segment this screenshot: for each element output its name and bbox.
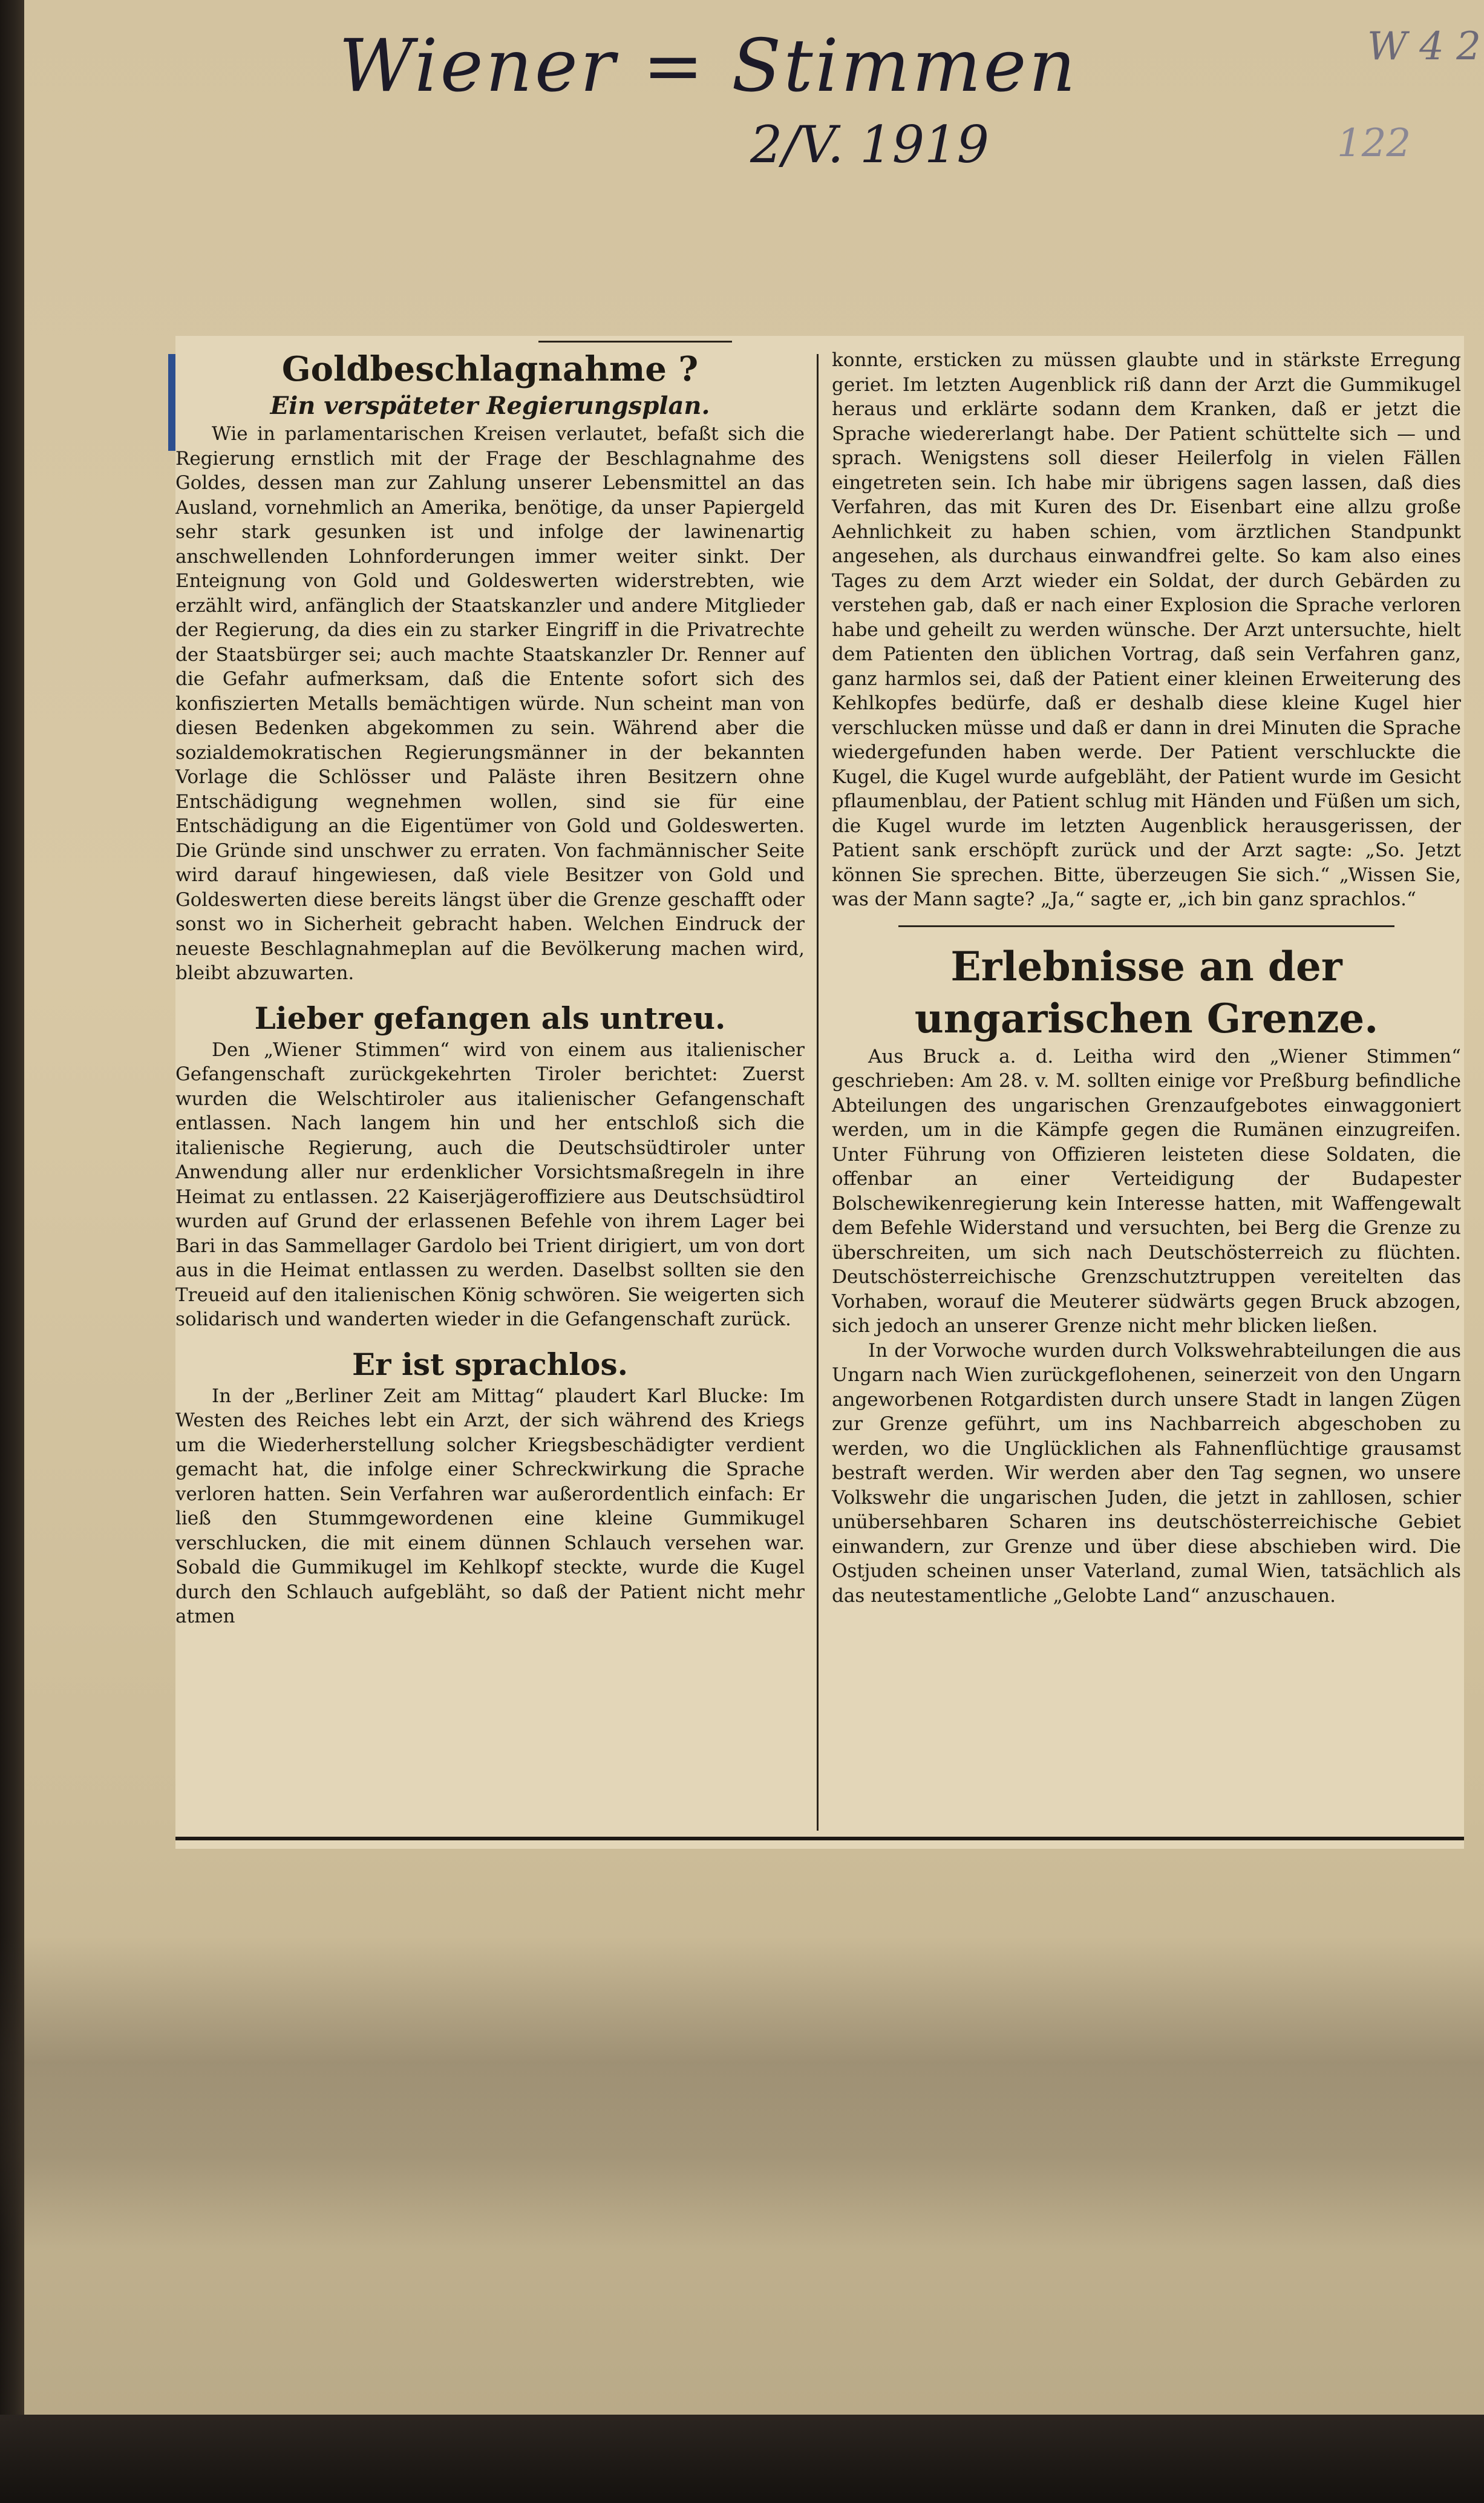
blue-pencil-mark — [168, 354, 175, 451]
article-gold-headline: Goldbeschlagnahme ? — [281, 349, 699, 389]
column-divider — [817, 354, 819, 1831]
article-captive-headline: Lieber gefangen als untreu. — [254, 1000, 726, 1036]
left-column — [175, 348, 805, 1629]
right-column — [832, 348, 1461, 1608]
article-border-body-2: In der Vorwoche wurden durch Volkswehrabteilungen die aus Ungarn nach Wien zurückgeflohenen, seinerzeit von den Ungarn angeworbenen Rotgardisten durch unsere Stadt in langen Zügen zur Grenze geführt, um ins Nachbarreich abgeschoben zu werden, wo die Unglücklichen als Fahnenflüchtige grausamst bestraft werden. Wir werden aber den Tag segnen, wo unsere Volkswehr die ungarischen Juden, die jetzt in zahllosen, schier unübersehbaren Scharen ins deutschösterreichische Gebiet einwandern, zur Grenze und über diese abschieben wird. Die Ostjuden scheinen unser Vaterland, zumal Wien, tatsächlich als das neutestamentliche „Gelobte Land“ anzuschauen. — [832, 1339, 1461, 1607]
scanner-edge-bottom — [0, 2415, 1484, 2503]
handwritten-corner-note: W 4 2 — [1367, 24, 1481, 69]
article-speechless-body-right: konnte, ersticken zu müssen glaubte und in stärkste Erregung geriet. Im letzten Augenblick riß dann der Arzt die Gummikugel heraus und erklärte sodann dem Kranken, daß er jetzt die Sprache wiedererlangt habe. Der Patient schüttelte sich — und sprach. Wenigstens soll dieser Heilerfolg in vielen Fällen eingetreten sein. Ich habe mir übrigens sagen lassen, daß dies Verfahren, das mit Kuren des Dr. Eisenbart eine allzu große Aehnlichkeit zu haben schien, vom ärztlichen Standpunkt angesehen, als durchaus einwandfrei gelte. So kam also eines Tages zu dem Arzt wieder ein Soldat, der durch Gebärden zu verstehen gab, daß er nach einer Explosion die Sprache verloren habe und geheilt zu werden wünsche. Der Arzt untersuchte, hielt dem Patienten den üblichen Vortrag, daß sein Verfahren ganz, ganz harmlos sei, daß der Patient einer kleinen Erweiterung des Kehlkopfes bedürfe, daß er deshalb diese kleine Kugel hier verschlucken müsse und daß er dann in drei Minuten die Sprache wiedergefunden haben werde. Der Patient verschluckte die Kugel, die Kugel wurde aufgebläht, der Patient wurde im Gesicht pflaumenblau, der Patient schlug mit Händen und Füßen um sich, die Kugel wurde im letzten Augenblick herausgerissen, der Patient sank erschöpft zurück und der Arzt sagte: „So. Jetzt können Sie sprechen. Bitte, überzeugen Sie sich.“ „Wissen Sie, was der Mann sagte? „Ja,“ sagte er, „ich bin ganz sprachlos.“ — [832, 349, 1461, 910]
newspaper-clipping — [175, 336, 1464, 1849]
article-gold-body: Wie in parlamentarischen Kreisen verlautet, befaßt sich die Regierung ernstlich mit der Frage der Beschlagnahme des Goldes, dessen man zur Zahlung unserer Lebensmittel an das Ausland, vornehmlich an Amerika, benötige, da unser Papiergeld sehr stark gesunken ist und infolge der lawinenartig anschwellenden Lohnforderungen immer weiter sinkt. Der Enteignung von Gold und Goldeswerten widerstrebten, wie erzählt wird, anfänglich der Staatskanzler und andere Mitglieder der Regierung, da dies ein zu starker Eingriff in die Privatrechte der Staatsbürger sei; auch machte Staatskanzler Dr. Renner auf die Gefahr aufmerksam, daß die Entente sofort sich des konfiszierten Metalls bemächtigen würde. Nun scheint man von diesen Bedenken abgekommen zu sein. Während aber die sozialdemokratischen Regierungsmänner in der bekannten Vorlage die Schlösser und Paläste ihren Besitzern ohne Entschädigung wegnehmen wollen, sind sie für eine Entschädigung an die Eigentümer von Gold und Goldeswerten. Die Gründe sind unschwer zu erraten. Von fachmännischer Seite wird darauf hingewiesen, daß viele Besitzer von Gold und Goldeswerten diese bereits längst über die Grenze geschafft oder sonst wo in Sicherheit gebracht haben. Welchen Eindruck der neueste Beschlagnahmeplan auf die Bevölkerung machen wird, bleibt abzuwarten. — [175, 423, 805, 984]
article-border-headline: Erlebnisse an der ungarischen Grenze. — [914, 942, 1379, 1042]
scan-shadow — [0, 1937, 1484, 2251]
article-border-body-1: Aus Bruck a. d. Leitha wird den „Wiener Stimmen“ geschrieben: Am 28. v. M. sollten einige vor Preßburg befindliche Abteilungen des ungarischen Grenzaufgebotes einwaggoniert werden, um in die Kämpfe gegen die Rumänen einzugreifen. Unter Führung von Offizieren leisteten diese Soldaten, die offenbar an einer Verteidigung der Budapester Bolschewikenregierung kein Interesse hatten, mit Waffengewalt dem Befehle Widerstand und versuchten, bei Berg die Grenze zu überschreiten, um sich nach Deutschösterreich zu flüchten. Deutschösterreichische Grenzschutztruppen vereitelten das Vorhaben, worauf die Meuterer südwärts gegen Bruck abzogen, sich jedoch an unserer Grenze nicht mehr blicken ließen. — [832, 1045, 1461, 1337]
article-speechless-body-left: In der „Berliner Zeit am Mittag“ plaudert Karl Blucke: Im Westen des Reiches lebt ein Arzt, der sich während des Kriegs um die Wiederherstellung solcher Kriegsbeschädigter verdient gemacht hat, die infolge einer Schreckwirkung die Sprache verloren hatten. Sein Verfahren war außerordentlich einfach: Er ließ den Stummgewordenen eine kleine Gummikugel verschlucken, die mit einem dünnen Schlauch versehen war. Sobald die Gummikugel im Kehlkopf steckte, wurde die Kugel durch den Schlauch aufgebläht, so daß der Patient nicht mehr atmen — [175, 1385, 805, 1627]
clipping-bottom-rule — [175, 1837, 1464, 1840]
handwritten-page-number: 122 — [1337, 121, 1411, 166]
article-gold-subheadline: Ein verspäteter Regierungsplan. — [270, 392, 710, 420]
section-rule — [898, 925, 1394, 927]
handwritten-date: 2/V. 1919 — [750, 115, 989, 174]
article-speechless-headline: Er ist sprachlos. — [351, 1346, 629, 1382]
handwritten-source-title: Wiener = Stimmen — [339, 24, 1078, 108]
article-captive-body: Den „Wiener Stimmen“ wird von einem aus italienischer Gefangenschaft zurückgekehrten Tiroler berichtet: Zuerst wurden die Welschtiroler aus italienischer Gefangenschaft entlassen. Nach langem hin und her entschloß sich die italienische Regierung, auch die Deutschsüdtiroler unter Anwendung aller nur erdenklicher Vorsichtsmaßregeln in ihre Heimat zu entlassen. 22 Kaiserjägeroffiziere aus Deutschsüdtirol wurden auf Grund der erlassenen Befehle von ihrem Lager bei Bari in das Sammellager Gardolo bei Trient dirigiert, um von dort aus in die Heimat entlassen zu werden. Daselbst sollten sie den Treueid auf den italienischen König schwören. Sie weigerten sich solidarisch und wanderten wieder in die Gefangenschaft zurück. — [175, 1038, 805, 1330]
clipping-top-rule — [538, 341, 732, 343]
